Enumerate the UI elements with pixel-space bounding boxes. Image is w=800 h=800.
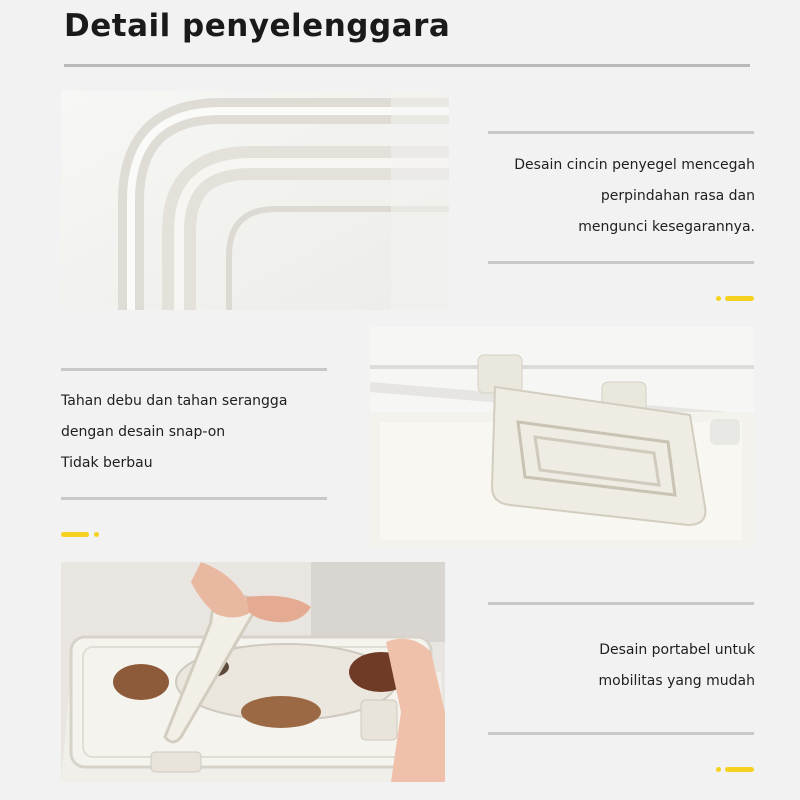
portable-caption xyxy=(488,635,755,697)
seal-top-divider xyxy=(488,131,754,134)
snap-lock-photo xyxy=(370,327,754,547)
snap-caption xyxy=(61,386,331,479)
caption-line: mengunci kesegarannya. xyxy=(578,219,755,235)
portable-bottom-divider xyxy=(488,732,754,735)
snap-accent-mark xyxy=(61,532,99,537)
snap-top-divider xyxy=(61,368,327,371)
caption-line: Desain portabel untuk xyxy=(599,642,755,658)
caption-line: dengan desain snap-on xyxy=(61,424,226,440)
caption-line: perpindahan rasa dan xyxy=(600,188,755,204)
seal-caption xyxy=(488,150,755,243)
caption-line: Desain cincin penyegel mencegah xyxy=(514,157,755,173)
caption-line: Tahan debu dan tahan serangga xyxy=(61,393,288,409)
portable-accent-mark xyxy=(716,767,754,772)
title-divider xyxy=(64,64,750,67)
carrying-handle-photo xyxy=(61,562,445,782)
caption-line: Tidak berbau xyxy=(61,455,153,471)
page-title: Detail penyelenggara xyxy=(64,8,451,44)
seal-accent-mark xyxy=(716,296,754,301)
caption-line: mobilitas yang mudah xyxy=(598,673,755,689)
snap-bottom-divider xyxy=(61,497,327,500)
portable-top-divider xyxy=(488,602,754,605)
seal-bottom-divider xyxy=(488,261,754,264)
sealing-ring-photo xyxy=(61,91,449,310)
